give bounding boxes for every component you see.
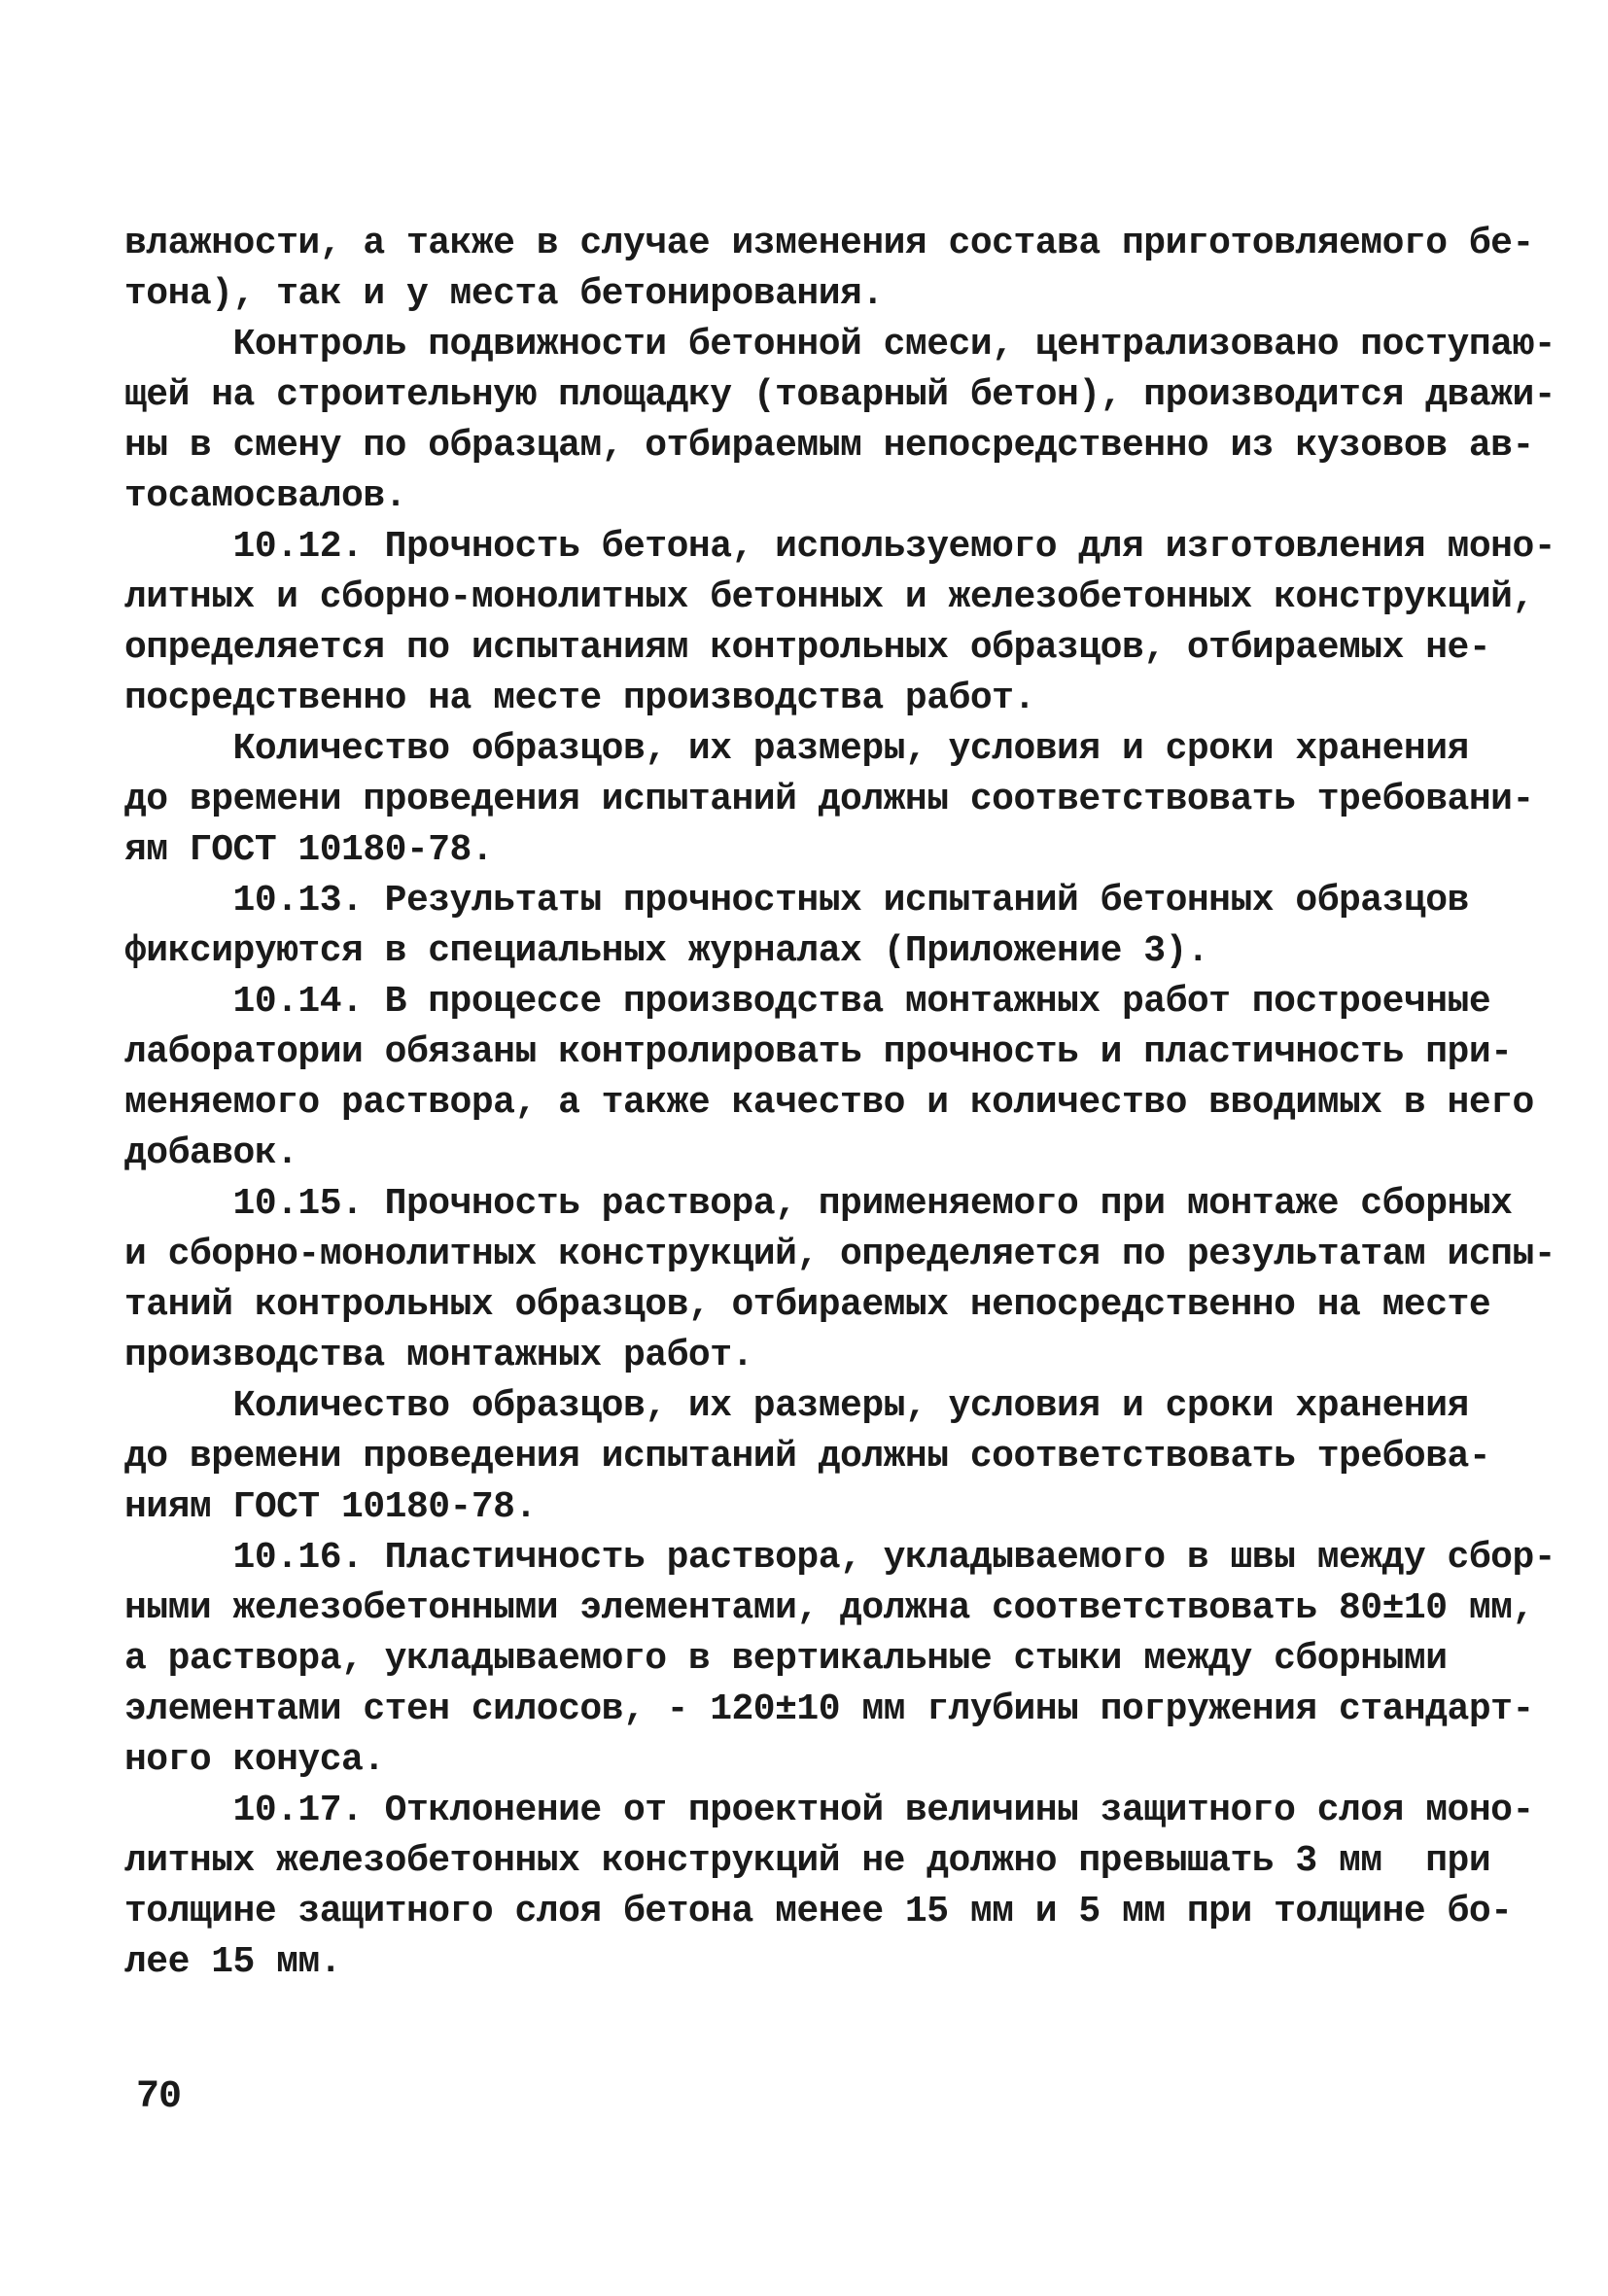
text-line: щей на строительную площадку (товарный бетон), производится дважи- xyxy=(124,374,1556,416)
text-line: 10.12. Прочность бетона, используемого для изготовления моно- xyxy=(124,526,1556,568)
text-line: добавок. xyxy=(124,1132,298,1174)
text-line: ного конуса. xyxy=(124,1739,385,1781)
text-line: определяется по испытаниям контрольных образцов, отбираемых не- xyxy=(124,627,1491,669)
text-line: тосамосвалов. xyxy=(124,475,406,517)
text-line: элементами стен силосов, - 120±10 мм глубины погружения стандарт- xyxy=(124,1688,1534,1730)
text-line: литных и сборно-монолитных бетонных и железобетонных конструкций, xyxy=(124,576,1534,618)
text-line: ны в смену по образцам, отбираемым непосредственно из кузовов ав- xyxy=(124,425,1534,467)
text-line: лаборатории обязаны контролировать прочность и пластичность при- xyxy=(124,1031,1513,1073)
text-line: а раствора, укладываемого в вертикальные стыки между сборными xyxy=(124,1638,1448,1680)
text-line: тона), так и у места бетонирования. xyxy=(124,273,884,315)
text-line: влажности, а также в случае изменения состава приготовляемого бе- xyxy=(124,223,1534,264)
text-line: Количество образцов, их размеры, условия и сроки хранения xyxy=(124,728,1469,770)
text-line: фиксируются в специальных журналах (Приложение 3). xyxy=(124,930,1209,972)
text-line: Количество образцов, их размеры, условия и сроки хранения xyxy=(124,1385,1469,1427)
text-line: таний контрольных образцов, отбираемых непосредственно на месте xyxy=(124,1284,1491,1326)
text-line: литных железобетонных конструкций не должно превышать 3 мм при xyxy=(124,1840,1491,1882)
text-line: 10.16. Пластичность раствора, укладываемого в швы между сбор- xyxy=(124,1537,1556,1579)
text-line: Контроль подвижности бетонной смеси, централизовано поступаю- xyxy=(124,324,1556,365)
text-line: до времени проведения испытаний должны соответствовать требовани- xyxy=(124,779,1534,820)
text-line: и сборно-монолитных конструкций, определяется по результатам испы- xyxy=(124,1234,1556,1275)
text-line: ям ГОСТ 10180-78. xyxy=(124,829,494,871)
page-number: 70 xyxy=(136,2075,182,2119)
text-line: производства монтажных работ. xyxy=(124,1335,753,1376)
text-line: до времени проведения испытаний должны соответствовать требова- xyxy=(124,1436,1491,1478)
text-line: ниям ГОСТ 10180-78. xyxy=(124,1486,537,1528)
text-line: ными железобетонными элементами, должна соответствовать 80±10 мм, xyxy=(124,1587,1534,1629)
text-line: меняемого раствора, а также качество и количество вводимых в него xyxy=(124,1082,1534,1124)
text-line: посредственно на месте производства работ. xyxy=(124,678,1035,719)
text-line: лее 15 мм. xyxy=(124,1941,342,1983)
text-line: 10.13. Результаты прочностных испытаний бетонных образцов xyxy=(124,880,1469,922)
text-line: 10.15. Прочность раствора, применяемого при монтаже сборных xyxy=(124,1183,1513,1225)
body-text xyxy=(124,219,1556,1988)
text-line: толщине защитного слоя бетона менее 15 мм и 5 мм при толщине бо- xyxy=(124,1891,1513,1932)
text-line: 10.14. В процессе производства монтажных работ построечные xyxy=(124,981,1491,1023)
text-line: 10.17. Отклонение от проектной величины защитного слоя моно- xyxy=(124,1790,1534,1831)
